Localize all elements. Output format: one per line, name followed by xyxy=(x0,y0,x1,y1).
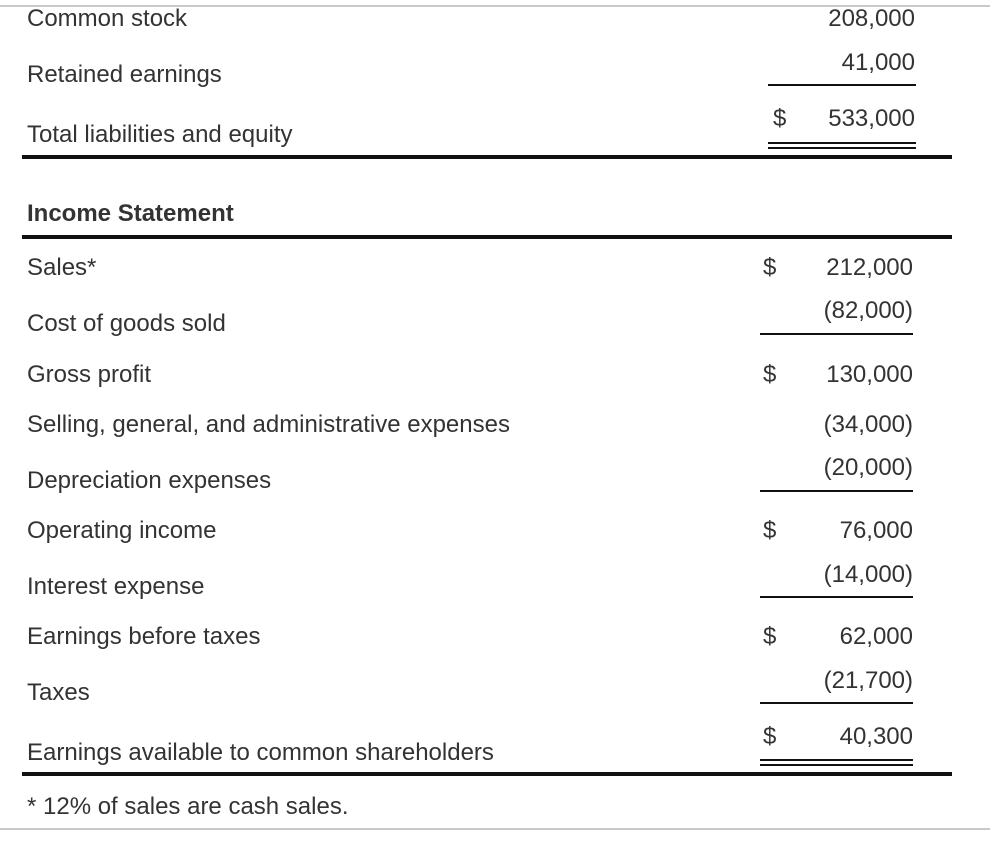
total-double-underline-1 xyxy=(768,142,916,144)
taxes-underline xyxy=(760,702,913,704)
earnings-available-dollar: $ xyxy=(763,723,777,750)
ebt-dollar: $ xyxy=(763,623,777,650)
operating-income-value: 76,000 xyxy=(839,517,913,544)
retained-earnings-underline xyxy=(768,84,916,86)
footnote: * 12% of sales are cash sales. xyxy=(27,793,349,820)
depreciation-underline xyxy=(760,490,913,492)
earnings-available-label: Earnings available to common shareholders xyxy=(27,739,494,766)
ebt-value: 62,000 xyxy=(839,623,913,650)
income-statement-top-rule xyxy=(22,235,952,239)
cogs-value: (82,000) xyxy=(823,297,913,324)
depreciation-label: Depreciation expenses xyxy=(27,467,272,494)
gross-profit-value: 130,000 xyxy=(826,361,913,388)
income-statement-heading: Income Statement xyxy=(27,200,234,227)
balance-sheet-bottom-rule xyxy=(22,155,952,159)
sales-value: 212,000 xyxy=(826,254,913,281)
depreciation-value: (20,000) xyxy=(823,454,913,481)
bottom-border xyxy=(0,828,990,830)
gross-profit-label: Gross profit xyxy=(27,361,152,388)
taxes-label: Taxes xyxy=(27,679,90,706)
gross-profit-dollar: $ xyxy=(763,361,777,388)
taxes-value: (21,700) xyxy=(823,667,913,694)
cogs-underline xyxy=(760,333,913,335)
operating-income-dollar: $ xyxy=(763,517,777,544)
earnings-double-underline-1 xyxy=(760,759,913,761)
ebt-label: Earnings before taxes xyxy=(27,623,261,650)
interest-expense-value: (14,000) xyxy=(823,561,913,588)
retained-earnings-value: 41,000 xyxy=(841,49,915,76)
common-stock-label: Common stock xyxy=(27,5,188,32)
total-liabilities-equity-label: Total liabilities and equity xyxy=(27,121,293,148)
sga-value: (34,000) xyxy=(823,411,913,438)
cogs-label: Cost of goods sold xyxy=(27,310,226,337)
retained-earnings-label: Retained earnings xyxy=(27,61,222,88)
income-statement-bottom-rule xyxy=(22,772,952,776)
earnings-available-value: 40,300 xyxy=(839,723,913,750)
sales-label: Sales* xyxy=(27,254,97,281)
sales-dollar: $ xyxy=(763,254,777,281)
interest-expense-underline xyxy=(760,596,913,598)
interest-expense-label: Interest expense xyxy=(27,573,205,600)
sga-label: Selling, general, and administrative expenses xyxy=(27,411,510,438)
common-stock-value: 208,000 xyxy=(828,5,915,32)
operating-income-label: Operating income xyxy=(27,517,217,544)
total-double-underline-2 xyxy=(768,147,916,149)
total-liabilities-equity-dollar: $ xyxy=(773,105,787,132)
total-liabilities-equity-value: 533,000 xyxy=(828,105,915,132)
earnings-double-underline-2 xyxy=(760,764,913,766)
